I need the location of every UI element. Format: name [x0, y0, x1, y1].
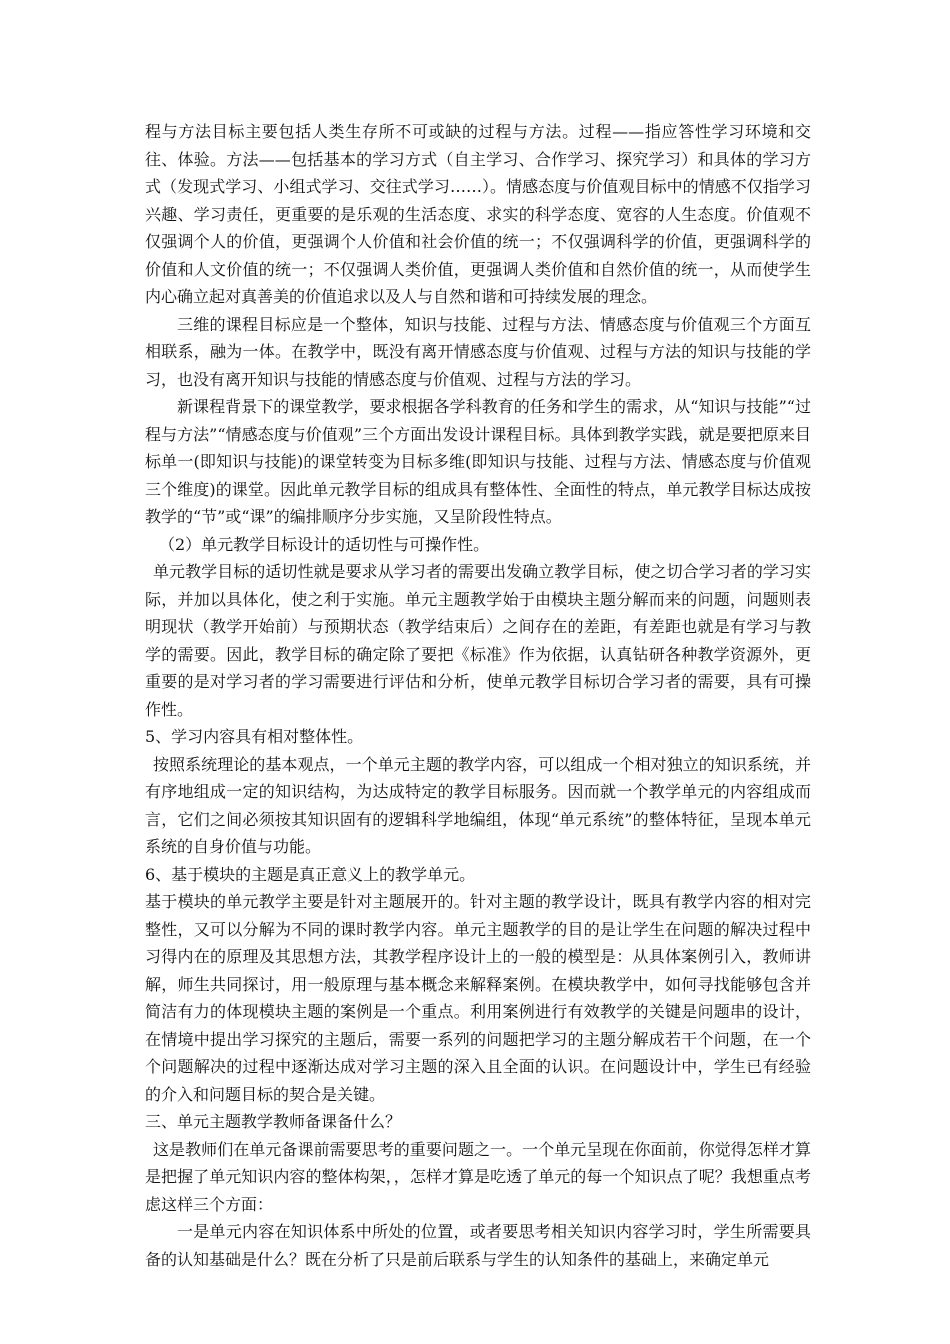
heading-3-lesson-preparation: 三、单元主题教学教师备课备什么？	[145, 1112, 402, 1131]
paragraph-three-dimension-goals: 三维的课程目标应是一个整体，知识与技能、过程与方法、情感态度与价值观三个方面互相联系，融为一体。在教学中，既没有离开情感态度与价值观、过程与方法的知识与技能的学习，也没有离开知识与技能的情感态度与价值观、过程与方法的学习。	[145, 314, 811, 389]
paragraph-process-method: 程与方法目标主要包括人类生存所不可或缺的过程与方法。过程——指应答性学习环境和交往、体验。方法——包括基本的学习方式（自主学习、合作学习、探究学习）和具体的学习方式（发现式学习、小组式学习、交往式学习……）。情感态度与价值观目标中的情感不仅指学习兴趣、学习责任，更重要的是乐观的生活态度、求实的科学态度、宽容的人生态度。价值观不仅强调个人的价值，更强调个人价值和社会价值的统一；不仅强调科学的价值，更强调科学的价值和人文价值的统一；不仅强调人类价值，更强调人类价值和自然价值的统一，从而使学生内心确立起对真善美的价值追求以及人与自然和谐和可持续发展的理念。	[145, 122, 811, 306]
paragraph-system-theory: 按照系统理论的基本观点，一个单元主题的教学内容，可以组成一个相对独立的知识系统，并有序地组成一定的知识结构，为达成特定的教学目标服务。因而就一个教学单元的内容组成而言，它们之间必须按其知识固有的逻辑科学地编组，体现“单元系统”的整体特征，呈现本单元系统的自身价值与功能。	[145, 754, 811, 856]
paragraph-goal-suitability: 单元教学目标的适切性就是要求从学习者的需要出发确立教学目标，使之切合学习者的学习实际，并加以具体化，使之利于实施。单元主题教学始于由模块主题分解而来的问题，问题则表明现状（教学开始前）与预期状态（教学结束后）之间存在的差距，有差距也就是有学习与教学的需要。因此，教学目标的确定除了要把《标准》作为依据，认真钻研各种教学资源外，更重要的是对学习者的学习需要进行评估和分析，使单元教学目标切合学习者的需要，具有可操作性。	[145, 562, 811, 719]
document-page	[145, 118, 811, 1273]
paragraph-preparation-question: 这是教师们在单元备课前需要思考的重要问题之一。一个单元呈现在你面前，你觉得怎样才算是把握了单元知识内容的整体构架，，怎样才算是吃透了单元的每一个知识点了呢？我想重点考虑这样三个方面：	[145, 1139, 811, 1214]
paragraph-new-curriculum: 新课程背景下的课堂教学，要求根据各学科教育的任务和学生的需求，从“知识与技能”“过程与方法”“情感态度与价值观”三个方面出发设计课程目标。具体到教学实践，就是要把原来目标单一(即知识与技能)的课堂转变为目标多维(即知识与技能、过程与方法、情感态度与价值观三个维度)的课堂。因此单元教学目标的组成具有整体性、全面性的特点，单元教学目标达成按教学的“节”或“课”的编排顺序分步实施，又呈阶段性特点。	[145, 397, 811, 526]
paragraph-module-unit-teaching: 基于模块的单元教学主要是针对主题展开的。针对主题的教学设计，既具有教学内容的相对完整性，又可以分解为不同的课时教学内容。单元主题教学的目的是让学生在问题的解决过程中习得内在的原理及其思想方法，其教学程序设计上的一般的模型是：从具体案例引入，教师讲解，师生共同探讨，用一般原理与基本概念来解释案例。在模块教学中，如何寻找能够包含并简洁有力的体现模块主题的案例是一个重点。利用案例进行有效教学的关键是问题串的设计，在情境中提出学习探究的主题后，需要一系列的问题把学习的主题分解成若干个问题，在一个个问题解决的过程中逐渐达成对学习主题的深入且全面的认识。在问题设计中，学生已有经验的介入和问题目标的契合是关键。	[145, 892, 811, 1104]
paragraph-first-aspect: 一是单元内容在知识体系中所处的位置，或者要思考相关知识内容学习时，学生所需要具备的认知基础是什么？既在分析了只是前后联系与学生的认知条件的基础上，来确定单元	[145, 1222, 811, 1269]
subheading-2-goal-design: （2）单元教学目标设计的适切性与可操作性。	[159, 534, 490, 554]
heading-5-content-integrity: 5、学习内容具有相对整体性。	[145, 727, 364, 746]
heading-6-module-theme: 6、基于模块的主题是真正意义上的教学单元。	[145, 864, 476, 884]
